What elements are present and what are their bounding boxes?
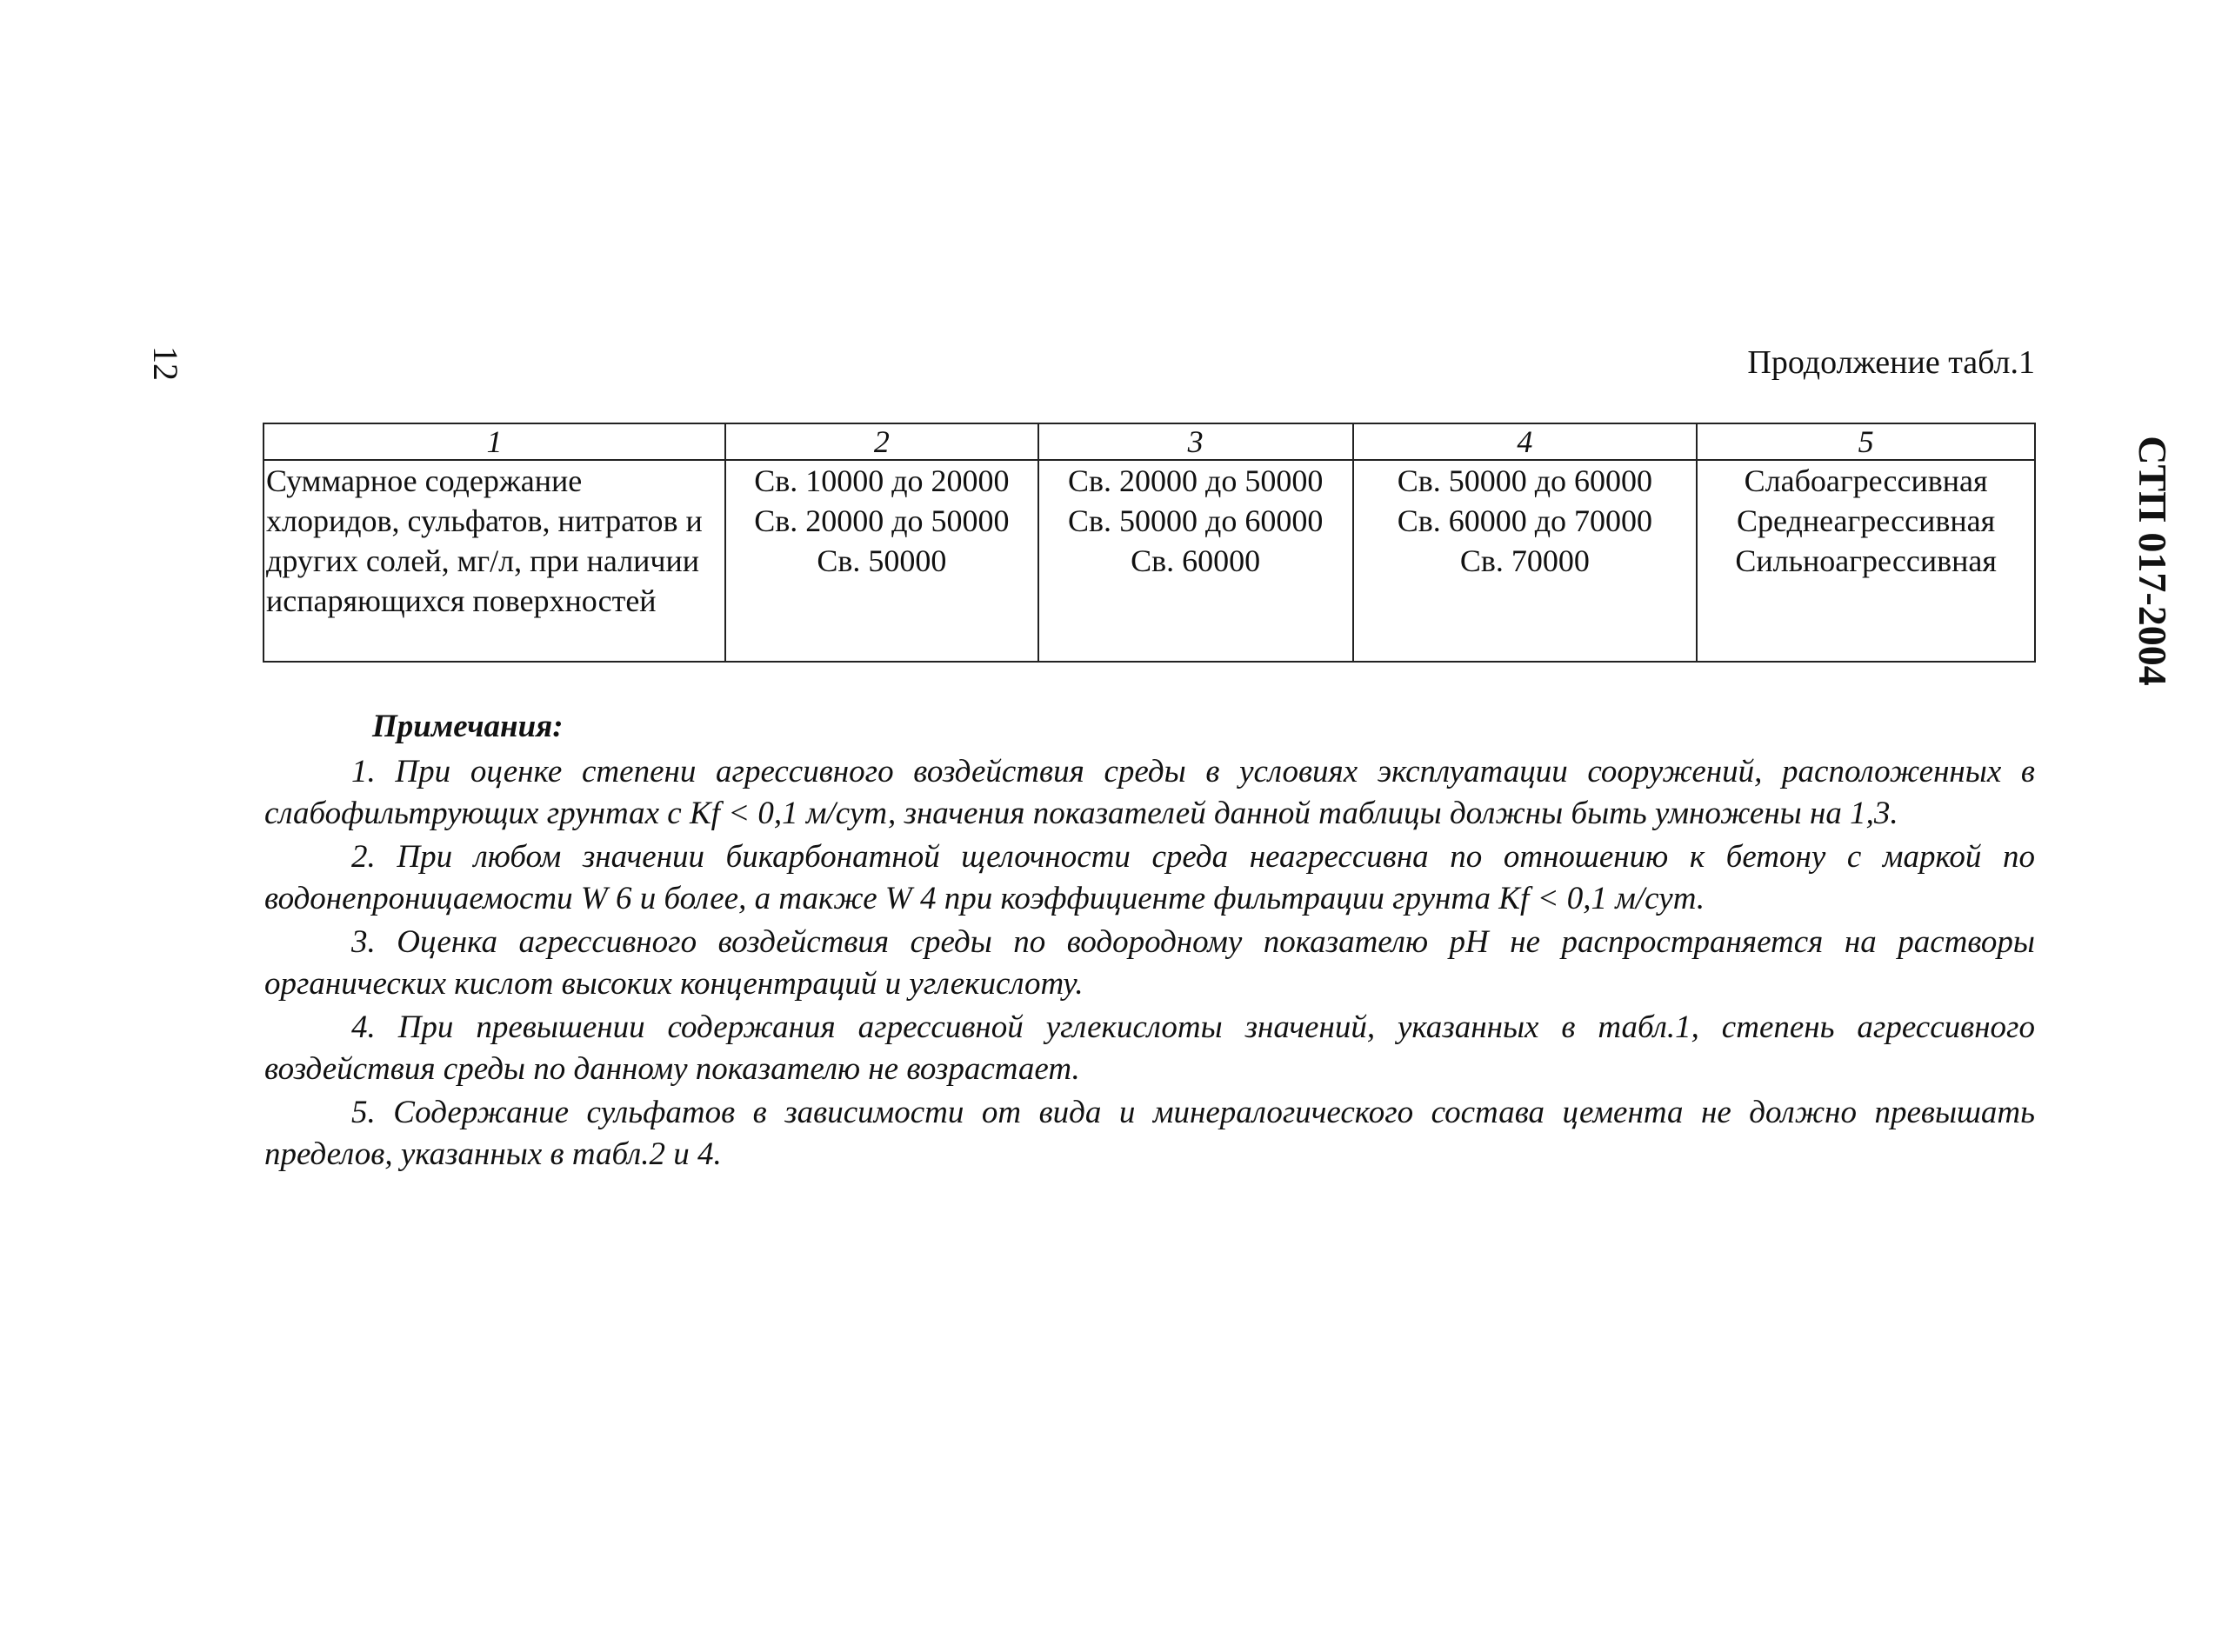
note-item: 1. При оценке степени агрессивного воздействия среды в условиях эксплуатации сооружений, расположенных в слабофильтрующих грунтах с Kf < 0,1 м/сут, значения показателей данной таблицы должны быть умножены на 1,3. bbox=[264, 754, 2035, 831]
column-header: 4 bbox=[1353, 423, 1698, 460]
document-code: СТП 017-2004 bbox=[2131, 436, 2175, 686]
column-header: 5 bbox=[1697, 423, 2035, 460]
cell-value: Св. 70000 bbox=[1459, 543, 1590, 578]
aggressiveness-degree-cell bbox=[1697, 460, 2035, 662]
cell-value: Св. 50000 до 60000 bbox=[1397, 463, 1653, 498]
note-item: 2. При любом значении бикарбонатной щелочности среда неагрессивна по отношению к бетону с маркой по водонепроницаемости W 6 и более, а также W 4 при коэффициенте фильтрации грунта Kf < 0,1 м/сут. bbox=[264, 839, 2035, 916]
cell-value: Св. 60000 bbox=[1131, 543, 1261, 578]
range-cell-col3 bbox=[1038, 460, 1353, 662]
table-continuation-label: Продолжение табл.1 bbox=[1747, 344, 2035, 381]
range-cell-col2 bbox=[725, 460, 1038, 662]
cell-value: Слабоагрессивная bbox=[1744, 463, 1988, 498]
column-header: 2 bbox=[725, 423, 1038, 460]
note-item: 4. При превышении содержания агрессивной углекислоты значений, указанных в табл.1, степень агрессивного воздействия среды по данному показателю не возрастает. bbox=[264, 1009, 2035, 1087]
aggressiveness-table bbox=[263, 423, 2036, 663]
cell-value: Св. 10000 до 20000 bbox=[754, 463, 1010, 498]
cell-value: Св. 60000 до 70000 bbox=[1397, 503, 1653, 538]
notes-section bbox=[264, 706, 2035, 1177]
cell-value: Св. 50000 bbox=[817, 543, 947, 578]
column-header: 1 bbox=[264, 423, 725, 460]
column-header: 3 bbox=[1038, 423, 1353, 460]
cell-value: Св. 20000 до 50000 bbox=[754, 503, 1010, 538]
cell-value: Среднеагрессивная bbox=[1737, 503, 1996, 538]
note-item: 5. Содержание сульфатов в зависимости от вида и минералогического состава цемента не должно превышать пределов, указанных в табл.2 и 4. bbox=[264, 1095, 2035, 1172]
indicator-cell: Суммарное содержание хлоридов, сульфатов, нитратов и других солей, мг/л, при наличии испаряющихся поверхностей bbox=[264, 460, 725, 662]
table-header-row bbox=[264, 423, 2035, 460]
notes-heading: Примечания: bbox=[372, 709, 564, 744]
note-item: 3. Оценка агрессивного воздействия среды по водородному показателю pH не распространяется на растворы органических кислот высоких концентраций и углекислоту. bbox=[264, 924, 2035, 1002]
cell-value: Св. 20000 до 50000 bbox=[1068, 463, 1324, 498]
page-number: 12 bbox=[146, 346, 185, 381]
cell-value: Сильноагрессивная bbox=[1735, 543, 1997, 578]
cell-value: Св. 50000 до 60000 bbox=[1068, 503, 1324, 538]
range-cell-col4 bbox=[1353, 460, 1698, 662]
table-row bbox=[264, 460, 2035, 662]
